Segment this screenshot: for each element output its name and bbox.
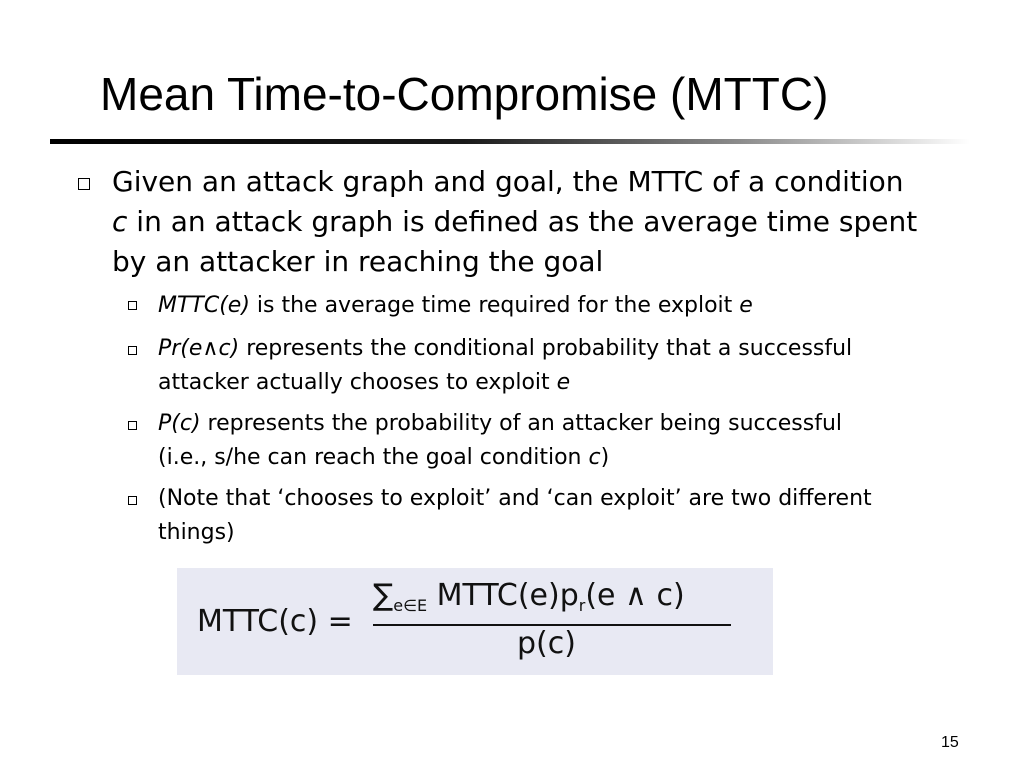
sub-bullet-square-icon (128, 496, 137, 505)
sub-bullet-square-icon (128, 346, 137, 355)
numerator-text: MTTC(e)p (427, 578, 579, 613)
main-bullet-line-2-text: in an attack graph is defined as the average time spent (127, 205, 918, 238)
sub-bullet-line-2 (158, 441, 988, 475)
sub-bullet-text: is the average time required for the exploit (249, 293, 740, 318)
mttc-formula-image (177, 568, 773, 675)
main-bullet-line-1: Given an attack graph and goal, the MTTC of a condition (112, 165, 904, 198)
formula-denominator: p(c) (517, 626, 576, 661)
numerator-subscript: r (578, 596, 586, 615)
sub-bullet-note (158, 482, 988, 550)
condition-variable: c (588, 445, 601, 470)
sub-bullet-line-2: things) (158, 520, 235, 545)
sub-bullet-text: represents the conditional probability that a successful (239, 336, 853, 361)
sub-bullet-line (158, 289, 988, 323)
sub-bullet-pr-e-c (158, 332, 988, 400)
title-divider (50, 139, 970, 144)
sub-bullet-square-icon (128, 301, 137, 310)
sub-bullet-text: attacker actually chooses to exploit (158, 370, 557, 395)
bullet-square-icon (78, 178, 90, 190)
closing-paren: ) (600, 445, 610, 470)
term: P(c) (158, 411, 201, 436)
main-bullet-line-2 (112, 202, 992, 242)
term: MTTC(e) (158, 293, 250, 318)
sub-bullet-square-icon (128, 421, 137, 430)
sub-bullet-line-2 (158, 366, 988, 400)
formula-lhs: MTTC(c) = (197, 604, 353, 639)
formula-numerator (373, 578, 685, 615)
sub-bullet-line: (Note that ‘chooses to exploit’ and ‘can exploit’ are two different (158, 486, 872, 511)
exploit-variable: e (556, 370, 571, 395)
sub-bullet-text: represents the probability of an attacker being successful (200, 411, 843, 436)
condition-variable: c (112, 205, 128, 238)
numerator-end: (e ∧ c) (585, 578, 685, 613)
term: Pr(e∧c) (158, 336, 240, 361)
sub-bullet-text: (i.e., s/he can reach the goal condition (158, 445, 589, 470)
main-bullet-text (112, 162, 992, 282)
exploit-variable: e (739, 293, 753, 318)
slide-title: Mean Time-to-Compromise (MTTC) (100, 68, 829, 120)
sub-bullet-mttc-e (158, 289, 988, 323)
sub-bullet-p-c (158, 407, 988, 475)
sum-subscript: e∈E (393, 596, 428, 615)
mttc-formula (177, 568, 773, 675)
sum-symbol: ∑ (373, 578, 394, 613)
sub-bullet-line (158, 407, 988, 441)
page-number: 15 (941, 734, 959, 751)
sub-bullet-line (158, 332, 988, 366)
main-bullet-line-3: by an attacker in reaching the goal (112, 245, 604, 278)
